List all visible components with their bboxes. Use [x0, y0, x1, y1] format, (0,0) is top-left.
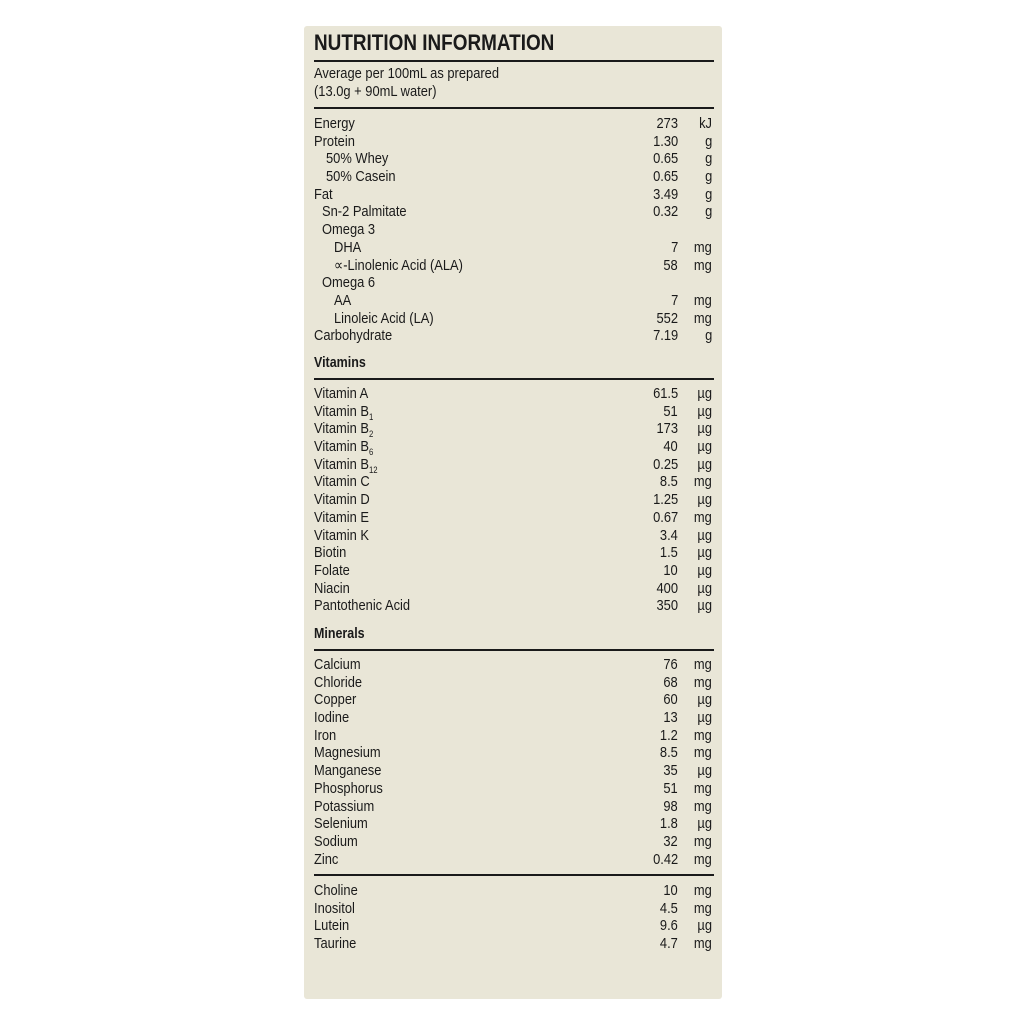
nutrient-row-fat: [304, 186, 722, 204]
nutrient-unit: mg: [694, 238, 712, 256]
nutrient-row-carbohydrate: [304, 327, 722, 345]
nutrient-subscript: 12: [368, 464, 378, 475]
nutrient-name: Sodium: [314, 832, 358, 850]
vitamin-row: [304, 544, 722, 562]
nutrient-value: 1.30: [652, 132, 678, 150]
nutrient-value: 1.2: [660, 726, 678, 744]
nutrient-row-whey: [304, 150, 722, 168]
nutrient-name: Lutein: [314, 917, 350, 935]
section-heading-minerals: Minerals: [314, 626, 365, 642]
nutrient-unit: g: [704, 168, 712, 186]
nutrient-name: Omega 3: [322, 221, 376, 239]
nutrient-value: 0.67: [652, 508, 678, 526]
nutrient-value: 76: [663, 656, 678, 673]
nutrient-unit: µg: [697, 691, 712, 709]
nutrient-unit: g: [704, 185, 712, 203]
serving-line-2: (13.0g + 90mL water): [314, 83, 437, 100]
nutrient-value: 4.7: [660, 935, 678, 953]
vitamin-row: [304, 385, 722, 403]
nutrient-name: Vitamin E: [314, 508, 369, 526]
nutrient-value: 7: [670, 291, 678, 309]
nutrient-value: 68: [663, 673, 678, 691]
nutrient-unit: µg: [697, 385, 712, 402]
nutrient-value: 98: [663, 797, 678, 815]
nutrient-name: Phosphorus: [314, 779, 383, 797]
nutrient-row-la: [304, 310, 722, 328]
nutrient-name: Vitamin B: [314, 402, 369, 420]
nutrient-name: Copper: [314, 691, 357, 709]
minerals-rule: [314, 649, 714, 651]
nutrient-name: Inositol: [314, 899, 355, 917]
nutrient-value: 0.25: [652, 455, 678, 473]
nutrient-value: 32: [663, 832, 678, 850]
nutrient-unit: mg: [694, 797, 712, 815]
other-nutrients-list: [304, 882, 722, 953]
title-rule: [314, 60, 714, 62]
nutrient-value: 4.5: [660, 899, 678, 917]
nutrient-unit: µg: [697, 526, 712, 544]
nutrient-unit: mg: [694, 291, 712, 309]
nutrient-unit: µg: [697, 579, 712, 597]
nutrient-unit: g: [704, 150, 712, 168]
nutrient-value: 61.5: [652, 385, 678, 402]
nutrient-unit: g: [704, 327, 712, 345]
nutrient-name: Energy: [314, 115, 355, 132]
mineral-row: [304, 833, 722, 851]
nutrient-unit: mg: [694, 899, 712, 917]
nutrient-unit: g: [704, 132, 712, 150]
vitamin-row: [304, 473, 722, 491]
nutrient-unit: mg: [694, 935, 712, 953]
macronutrients-list: [304, 115, 722, 345]
vitamin-row: [304, 420, 722, 438]
nutrient-value: 7.19: [652, 327, 678, 345]
others-rule: [314, 874, 714, 876]
nutrient-unit: mg: [694, 882, 712, 899]
nutrient-name: Iron: [314, 726, 337, 744]
nutrient-value: 173: [656, 420, 678, 438]
nutrient-value: 40: [663, 438, 678, 456]
nutrient-subscript: 1: [368, 411, 374, 422]
nutrient-subscript: 2: [368, 429, 374, 440]
nutrient-row-ala: [304, 257, 722, 275]
serving-description: [314, 65, 499, 101]
nutrient-value: 0.32: [652, 203, 678, 221]
nutrient-unit: µg: [697, 438, 712, 456]
mineral-row: [304, 656, 722, 674]
nutrient-unit: µg: [697, 402, 712, 420]
section-heading-vitamins: Vitamins: [314, 355, 366, 371]
nutrient-name: ∝-Linolenic Acid (ALA): [334, 256, 463, 274]
nutrient-unit: mg: [694, 850, 712, 868]
nutrient-name: DHA: [334, 238, 362, 256]
vitamin-row: [304, 562, 722, 580]
nutrient-subscript: 6: [368, 447, 374, 458]
nutrient-unit: g: [704, 203, 712, 221]
nutrient-value: 9.6: [660, 917, 678, 935]
nutrient-name: Sn-2 Palmitate: [322, 203, 407, 221]
nutrient-value: 7: [670, 238, 678, 256]
mineral-row: [304, 851, 722, 869]
nutrient-unit: µg: [697, 917, 712, 935]
other-nutrient-row: [304, 882, 722, 900]
nutrient-value: 400: [656, 579, 678, 597]
nutrient-value: 3.4: [660, 526, 678, 544]
nutrient-name: Pantothenic Acid: [314, 597, 411, 615]
nutrient-row-omega3: [304, 221, 722, 239]
nutrient-name: Biotin: [314, 544, 347, 562]
nutrient-value: 3.49: [652, 185, 678, 203]
nutrient-name: Protein: [314, 132, 355, 150]
nutrient-value: 10: [663, 882, 678, 899]
nutrient-name: 50% Casein: [326, 168, 396, 186]
nutrient-value: 60: [663, 691, 678, 709]
nutrient-name: Niacin: [314, 579, 350, 597]
nutrient-unit: mg: [694, 508, 712, 526]
mineral-row: [304, 798, 722, 816]
nutrient-unit: µg: [697, 420, 712, 438]
nutrient-row-sn2-palmitate: [304, 203, 722, 221]
nutrient-name: Zinc: [314, 850, 339, 868]
nutrient-name: Vitamin B: [314, 420, 369, 438]
nutrient-unit: mg: [694, 832, 712, 850]
nutrient-value: 13: [663, 709, 678, 727]
nutrient-value: 350: [656, 597, 678, 615]
nutrient-unit: mg: [694, 673, 712, 691]
minerals-list: [304, 656, 722, 868]
nutrient-name: Selenium: [314, 815, 368, 833]
nutrient-name: Vitamin B: [314, 438, 369, 456]
mineral-row: [304, 815, 722, 833]
vitamin-row: [304, 527, 722, 545]
mineral-row: [304, 780, 722, 798]
vitamins-list: [304, 385, 722, 615]
nutrient-unit: µg: [697, 491, 712, 509]
vitamin-row: [304, 580, 722, 598]
nutrient-unit: mg: [694, 744, 712, 762]
nutrient-name: Taurine: [314, 935, 357, 953]
nutrient-unit: mg: [694, 726, 712, 744]
nutrient-name: Fat: [314, 185, 333, 203]
serving-rule: [314, 107, 714, 109]
nutrient-unit: kJ: [699, 115, 712, 132]
nutrient-unit: µg: [697, 709, 712, 727]
nutrient-name: Vitamin K: [314, 526, 369, 544]
nutrient-value: 8.5: [660, 473, 678, 491]
nutrient-name: Folate: [314, 561, 350, 579]
nutrient-unit: mg: [694, 309, 712, 327]
nutrient-name: Vitamin C: [314, 473, 370, 491]
nutrition-panel: [304, 26, 722, 999]
nutrient-unit: µg: [697, 561, 712, 579]
nutrient-value: 51: [663, 779, 678, 797]
mineral-row: [304, 709, 722, 727]
serving-line-1: Average per 100mL as prepared: [314, 65, 500, 82]
nutrient-value: 58: [663, 256, 678, 274]
nutrient-name: Chloride: [314, 673, 363, 691]
nutrient-value: 35: [663, 762, 678, 780]
nutrient-value: 0.42: [652, 850, 678, 868]
vitamin-row: [304, 597, 722, 615]
other-nutrient-row: [304, 935, 722, 953]
nutrient-name: Calcium: [314, 656, 361, 673]
vitamin-row: [304, 509, 722, 527]
vitamin-row: [304, 438, 722, 456]
other-nutrient-row: [304, 917, 722, 935]
vitamin-row: [304, 491, 722, 509]
nutrient-name: Carbohydrate: [314, 327, 393, 345]
mineral-row: [304, 674, 722, 692]
nutrient-name: Vitamin B: [314, 455, 369, 473]
nutrient-name: Iodine: [314, 709, 350, 727]
nutrient-row-energy: [304, 115, 722, 133]
mineral-row: [304, 691, 722, 709]
mineral-row: [304, 727, 722, 745]
nutrient-row-aa: [304, 292, 722, 310]
nutrient-value: 0.65: [652, 150, 678, 168]
nutrient-unit: mg: [694, 256, 712, 274]
panel-title: NUTRITION INFORMATION: [314, 30, 555, 55]
nutrient-value: 8.5: [660, 744, 678, 762]
nutrient-name: Vitamin D: [314, 491, 370, 509]
nutrient-row-dha: [304, 239, 722, 257]
nutrient-name: Choline: [314, 882, 358, 899]
nutrient-row-omega6: [304, 274, 722, 292]
nutrient-name: Vitamin A: [314, 385, 369, 402]
vitamin-row: [304, 456, 722, 474]
nutrient-unit: mg: [694, 473, 712, 491]
nutrient-value: 1.25: [652, 491, 678, 509]
nutrient-value: 10: [663, 561, 678, 579]
nutrient-unit: µg: [697, 597, 712, 615]
nutrient-name: Potassium: [314, 797, 375, 815]
nutrient-value: 51: [663, 402, 678, 420]
nutrient-name: Omega 6: [322, 274, 376, 292]
nutrient-name: AA: [334, 291, 352, 309]
mineral-row: [304, 744, 722, 762]
nutrient-name: Magnesium: [314, 744, 381, 762]
other-nutrient-row: [304, 900, 722, 918]
nutrient-unit: mg: [694, 779, 712, 797]
nutrient-unit: µg: [697, 762, 712, 780]
nutrient-value: 0.65: [652, 168, 678, 186]
nutrient-value: 1.5: [660, 544, 678, 562]
nutrient-row-casein: [304, 168, 722, 186]
nutrient-value: 1.8: [660, 815, 678, 833]
nutrient-value: 552: [656, 309, 678, 327]
nutrient-unit: mg: [694, 656, 712, 673]
nutrient-unit: µg: [697, 815, 712, 833]
nutrient-unit: µg: [697, 455, 712, 473]
nutrient-name: 50% Whey: [326, 150, 389, 168]
nutrient-name: Manganese: [314, 762, 382, 780]
nutrient-value: 273: [656, 115, 678, 132]
mineral-row: [304, 762, 722, 780]
nutrient-name: Linoleic Acid (LA): [334, 309, 434, 327]
nutrient-row-protein: [304, 133, 722, 151]
vitamin-row: [304, 403, 722, 421]
nutrient-unit: µg: [697, 544, 712, 562]
vitamins-rule: [314, 378, 714, 380]
